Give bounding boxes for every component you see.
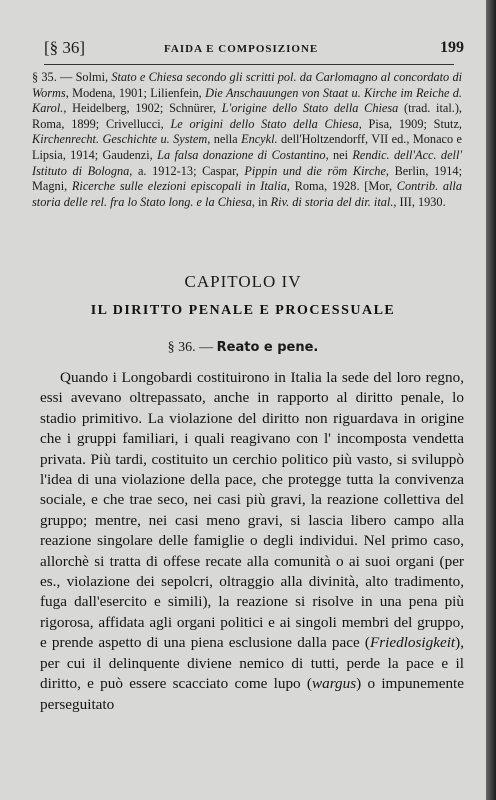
bibliography-note (32, 70, 462, 210)
note-italic-text: L'origine dello Stato della Chiesa (221, 101, 399, 116)
body-text: ) o impunemente perseguitato (40, 675, 464, 713)
chapter-subtitle: IL DIRITTO PENALE E PROCESSUALE (90, 303, 396, 318)
page-header (44, 38, 464, 60)
note-italic-text: La falsa donazione di Costantino (157, 147, 326, 162)
header-rule (44, 64, 454, 65)
note-text: , a. 1912-13; Caspar, (129, 163, 245, 178)
chapter-title: CAPITOLO IV (184, 272, 302, 291)
note-text: , III, 1930. (393, 194, 446, 209)
running-title: FAIDA E COMPOSIZIONE (164, 43, 319, 55)
section-number: § 36. — (167, 340, 214, 355)
body-italic-text: wargus (311, 675, 357, 693)
note-text: , Heidelberg, 1902; Schnürer, (63, 101, 222, 116)
note-text: § 35. — Solmi, (32, 70, 112, 84)
note-text: , nella (207, 132, 242, 147)
body-text: Quando i Longobardi costituirono in Italia la sede del loro regno, essi avevano oltrepassato, anche in rapporto al diritto penale, lo stadio primitivo. La violazione del diritto non riguardava in origine che i gruppi familiari, i quali reagivano con l' incomposta vendetta privata. Più tardi, costituito un cerchio politico più vasto, si sviluppò l'idea di una violazione della pace, che protegge tutta la convivenza sociale, e che trae seco, nei casi più gravi, la reazione collettiva del gruppo; mentre, nei casi meno gravi, si lascia libero campo alla reazione singolare delle famiglie o degli individui. Nel primo caso, allorchè si tratta di offese recate alla comunità o ai suoi organi (per es., violazione dei sepolcri, oltraggio alla divinità, alto tradimento, fuga dall'esercito e simili), la reazione si risolve in una pena più rigorosa, affidata agli organi politici e ai singoli membri del gruppo, e prende aspetto di una piena esclusione dalla pace ( (40, 369, 464, 652)
note-italic-text: Riv. di storia del dir. ital. (270, 194, 394, 209)
note-italic-text: Stato e Chiesa secondo gli scritti pol. da Carlomagno al concordato di Worms (32, 70, 463, 100)
page-edge (486, 0, 496, 800)
note-italic-text: Encykl. (241, 132, 278, 147)
note-italic-text: Contrib. alla storia delle rel. fra lo Stato long. e la Chiesa (32, 179, 462, 209)
note-italic-text: Ricerche sulle elezioni episcopali in Italia (71, 179, 287, 194)
note-text: , in (251, 194, 271, 209)
body-italic-text: Friedlosigkeit (369, 634, 456, 652)
page-number: 199 (440, 39, 464, 56)
note-italic-text: Le origini dello Stato della Chiesa (170, 116, 359, 131)
note-text: dell'Holtzendorff, VII ed., Monaco e Lipsia, 1914; Gaudenzi, (32, 132, 462, 162)
section-reference: [§ 36] (44, 38, 86, 57)
note-text: , Modena, 1901; Lilienfein, (65, 85, 206, 100)
note-italic-text: Rendic. dell'Acc. dell' Istituto di Bologna (32, 147, 462, 178)
note-italic-text: Pippin und die röm Kirche (244, 163, 386, 178)
note-italic-text: Die Anschauungen von Staat u. Kirche im Reiche d. Karol. (32, 85, 463, 116)
note-text: , Roma, 1928. [Mor, (286, 179, 397, 194)
note-text: , Berlin, 1914; Magni, (32, 163, 462, 194)
section-title: Reato e pene. (216, 340, 319, 355)
body-text: ), per cui il delinquente diviene nemico di tutti, perde la pace e il diritto, e può essere scacciato come lupo ( (40, 634, 464, 693)
body-paragraph (40, 368, 464, 715)
note-text: , Pisa, 1909; Stutz, (358, 116, 463, 131)
note-italic-text: Kirchenrecht. Geschichte u. System (32, 132, 208, 147)
note-text: (trad. ital.), Roma, 1899; Crivellucci, (32, 101, 462, 131)
section-heading (0, 340, 486, 356)
note-text: , nei (325, 147, 353, 162)
